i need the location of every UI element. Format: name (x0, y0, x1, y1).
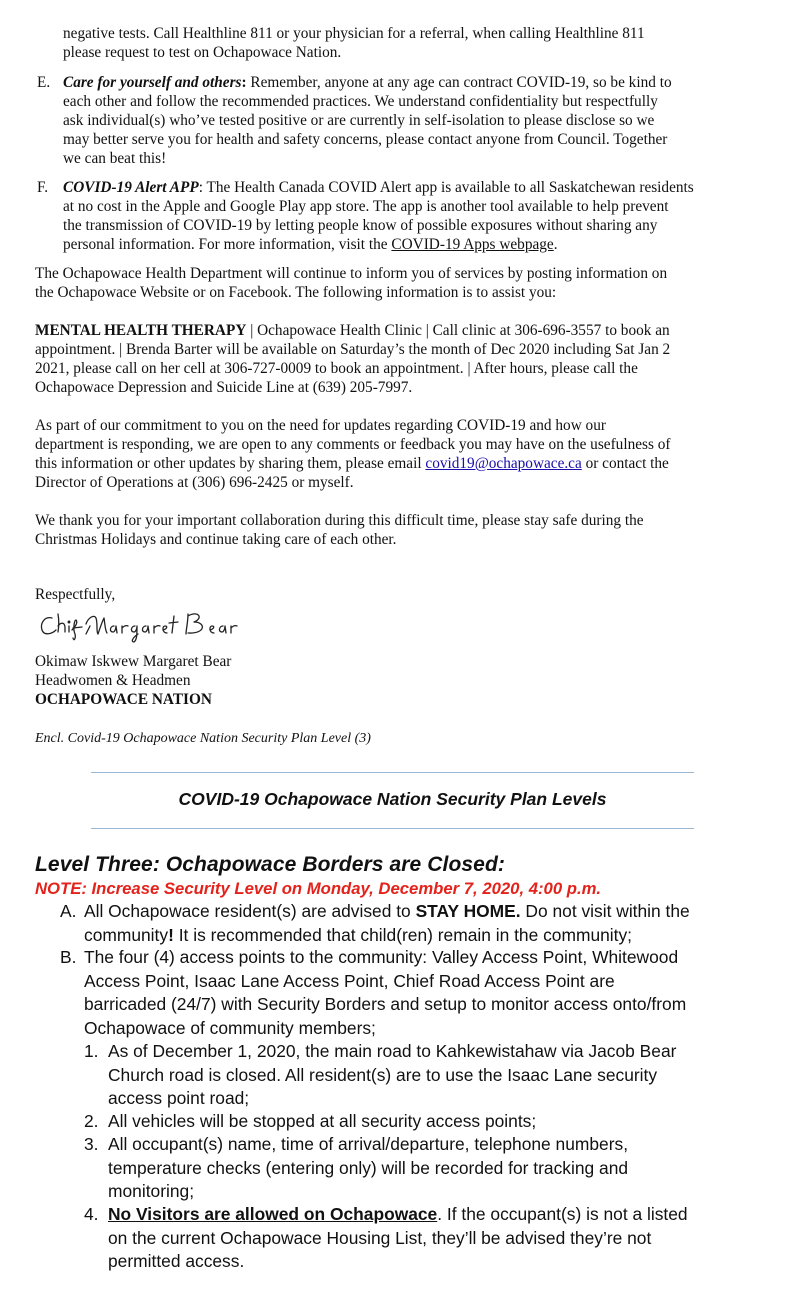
text-line: Ochapowace of community members; (84, 1017, 376, 1038)
text-line: temperature checks (entering only) will be recorded for tracking and (108, 1157, 629, 1178)
list-marker: 1. (84, 1041, 99, 1061)
no-visitors-emphasis: No Visitors are allowed on Ochapowace (108, 1204, 438, 1224)
text-line: All occupant(s) name, time of arrival/departure, telephone numbers, (108, 1134, 629, 1154)
text-line: community (84, 924, 169, 945)
note-line: NOTE: Increase Security Level on Monday, December 7, 2020, 4:00 p.m. (35, 879, 602, 898)
level-heading: Level Three: Ochapowace Borders are Closed: (35, 853, 505, 876)
text-line: Remember, anyone at any age can contract COVID-19, so be kind to (246, 74, 672, 91)
signatory-role: Headwomen & Headmen (35, 672, 191, 689)
text-line: the transmission of COVID-19 by letting people know of possible exposures without sharing any (63, 217, 658, 234)
text-line: The four (4) access points to the community: Valley Access Point, Whitewood (84, 947, 679, 967)
text-line: : The Health Canada COVID Alert app is available to all Saskatchewan residents (198, 179, 694, 196)
text-line: this information or other updates by sharing them, please email (35, 455, 426, 472)
sub-item-4 (84, 1203, 788, 1274)
text-line: As of December 1, 2020, the main road to Kahkewistahaw via Jacob Bear (108, 1041, 677, 1061)
signature-image (38, 604, 238, 644)
text-line: please request to test on Ochapowace Nation. (63, 44, 342, 61)
health-dept-paragraph (35, 264, 765, 302)
text-line: Ochapowace Depression and Suicide Line at (639) 205-7997. (35, 379, 413, 396)
divider-top (91, 772, 694, 773)
covid-apps-link[interactable]: COVID-19 Apps webpage (391, 236, 554, 253)
text-line: Church road is closed. All resident(s) are to use the Isaac Lane security (108, 1064, 658, 1085)
text-line: department is responding, we are open to any comments or feedback you may have on the usefulness of (35, 436, 671, 453)
period: . (553, 236, 558, 253)
text-line: As part of our commitment to you on the need for updates regarding COVID-19 and how our (35, 417, 606, 434)
text-line: It is recommended that child(ren) remain in the community; (173, 924, 633, 945)
text-line: All Ochapowace resident(s) are advised to (84, 901, 416, 921)
divider-bottom (91, 828, 694, 829)
text-line: Christmas Holidays and continue taking care of each other. (35, 531, 397, 548)
colon: : (241, 74, 247, 91)
security-item-a (60, 900, 764, 947)
sub-item-3 (84, 1133, 788, 1204)
text-line: monitoring; (108, 1181, 195, 1201)
list-marker: 2. (84, 1111, 99, 1131)
text-line: or contact the (581, 455, 669, 472)
text-line: | Ochapowace Health Clinic | Call clinic at 306-696-3557 to book an (246, 322, 670, 339)
email-link[interactable]: covid19@ochapowace.ca (425, 455, 582, 472)
list-marker: B. (60, 947, 77, 967)
text-line: ask individual(s) who’ve tested positive or are currently in self-isolation to please disclose so we (63, 112, 655, 129)
text-line: Director of Operations at (306) 696-2425 or myself. (35, 474, 354, 491)
security-item-b (60, 946, 764, 1040)
list-marker: A. (60, 901, 77, 921)
text-line: barricaded (24/7) with Security Borders and setup to monitor access onto/from (84, 994, 687, 1014)
text-line: permitted access. (108, 1251, 245, 1271)
text-line: The Ochapowace Health Department will continue to inform you of services by posting information on (35, 265, 668, 282)
item-d-continuation (63, 24, 763, 62)
text-line: may better serve you for health and safety concerns, please contact anyone from Council. Together (63, 131, 668, 148)
closing: Respectfully, (35, 586, 116, 603)
mental-health-heading: MENTAL HEALTH THERAPY (35, 322, 247, 339)
item-title: COVID-19 Alert APP (63, 179, 199, 196)
text-line: All vehicles will be stopped at all security access points; (108, 1111, 537, 1131)
text-line: We thank you for your important collaboration during this difficult time, please stay safe during the (35, 512, 644, 529)
list-item-f (37, 178, 763, 254)
text-line: on the current Ochapowace Housing List, they’ll be advised they’re not (108, 1227, 652, 1248)
text-line: appointment. | Brenda Barter will be available on Saturday’s the month of Dec 2020 including Sat Jan 2 (35, 341, 671, 358)
list-marker: F. (37, 179, 49, 196)
text-line: the Ochapowace Website or on Facebook. The following information is to assist you: (35, 284, 557, 301)
text-line: at no cost in the Apple and Google Play app store. The app is another tool available to help prevent (63, 198, 669, 215)
text-line: Do not visit within the (520, 901, 690, 921)
plan-title: COVID-19 Ochapowace Nation Security Plan Levels (178, 789, 607, 809)
exclamation: ! (168, 924, 174, 945)
text-line: access point road; (108, 1088, 250, 1108)
sub-item-1 (84, 1040, 788, 1111)
stay-home-emphasis: STAY HOME. (415, 901, 521, 921)
thanks-paragraph (35, 511, 765, 549)
mental-health-paragraph (35, 321, 765, 397)
signatory-org: OCHAPOWACE NATION (35, 691, 212, 708)
list-marker: E. (37, 74, 51, 91)
text-line: . If the occupant(s) is not a listed (437, 1204, 688, 1224)
text-line: personal information. For more information, visit the (63, 236, 392, 253)
item-title: Care for yourself and others (63, 74, 242, 91)
list-marker: 4. (84, 1204, 99, 1224)
text-line: 2021, please call on her cell at 306-727-0009 to book an appointment. | After hours, please call the (35, 360, 638, 377)
enclosure-note: Encl. Covid-19 Ochapowace Nation Security Plan Level (3) (35, 731, 371, 746)
signatory-block (35, 652, 765, 709)
signatory-name: Okimaw Iskwew Margaret Bear (35, 653, 232, 670)
text-line: we can beat this! (63, 150, 167, 167)
list-item-e (37, 73, 763, 168)
text-line: each other and follow the recommended practices. We understand confidentiality but respectfully (63, 93, 658, 110)
commitment-paragraph (35, 416, 765, 492)
list-marker: 3. (84, 1134, 99, 1154)
text-line: negative tests. Call Healthline 811 or your physician for a referral, when calling Healthline 811 (63, 25, 645, 42)
text-line: Access Point, Isaac Lane Access Point, Chief Road Access Point are (84, 970, 615, 991)
sub-item-2 (84, 1110, 788, 1134)
